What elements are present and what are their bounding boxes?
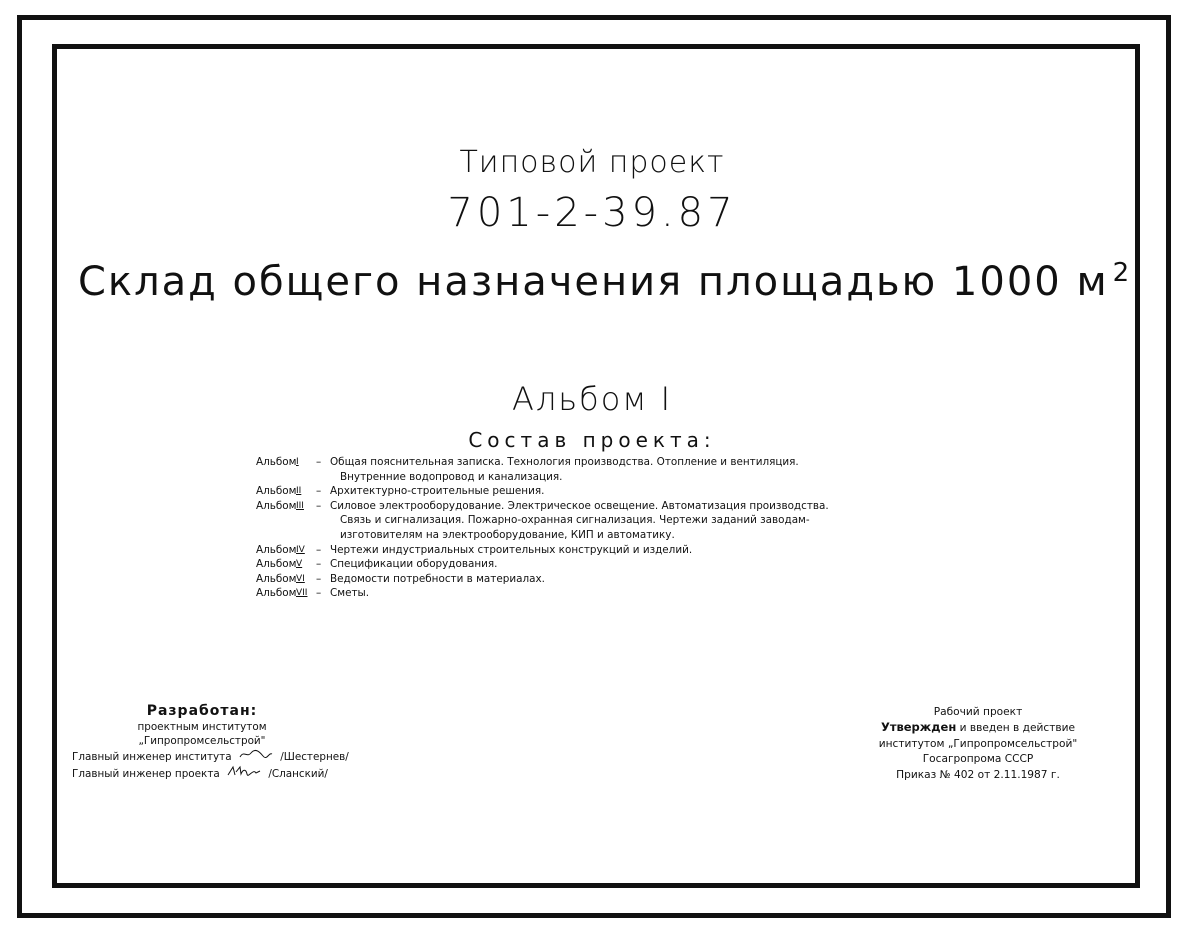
composition-item (256, 484, 876, 499)
developer-institute-line: проектным институтом (137, 721, 267, 733)
composition-album-number: IV (296, 544, 305, 555)
composition-dash: – (316, 485, 322, 498)
project-code: 701-2-39.87 (447, 190, 737, 236)
composition-album-word: Альбом (256, 587, 297, 600)
composition-dash: – (316, 456, 322, 468)
composition-dash: – (316, 558, 322, 571)
composition-text: Спецификации оборудования. (330, 558, 498, 571)
developer-heading: Разработан: (146, 703, 258, 719)
composition-list (256, 455, 876, 601)
approval-approved-word: Утвержден (880, 720, 957, 735)
composition-album-number: III (296, 500, 304, 511)
developer-institute-name: „Гипропромсельстрой" (138, 735, 266, 747)
composition-album-number: V (296, 559, 303, 570)
approval-line-2-rest: и введен в действие (959, 722, 1076, 735)
composition-album-word: Альбом (256, 485, 297, 498)
project-name-text: Склад общего назначения площадью 1000 м (78, 259, 1109, 305)
chief-engineer-project-label: Главный инженер проекта (72, 768, 220, 780)
composition-item (256, 543, 876, 558)
signature-1 (239, 748, 273, 765)
approval-line-4: Госагропрома СССР (922, 753, 1034, 766)
composition-text: Общая пояснительная записка. Технология производства. Отопление и вентиляция. (330, 456, 799, 468)
project-type-label: Типовой проект (459, 145, 725, 180)
composition-album-number: VII (296, 588, 308, 599)
composition-item (256, 455, 876, 470)
approval-line-5: Приказ № 402 от 2.11.1987 г. (896, 768, 1060, 781)
album-title: Альбом I (511, 380, 673, 418)
composition-dash: – (316, 499, 322, 512)
composition-text: Ведомости потребности в материалах. (330, 572, 545, 585)
composition-dash: – (316, 572, 322, 585)
composition-item (256, 586, 876, 601)
composition-text: Силовое электрооборудование. Электрическое освещение. Автоматизация производства. (330, 499, 829, 512)
signature-2 (227, 765, 261, 782)
chief-engineer-institute-label: Главный инженер института (72, 751, 232, 763)
composition-dash: – (316, 543, 322, 556)
chief-engineer-project-row (72, 765, 372, 782)
composition-album-number: II (296, 486, 302, 497)
approval-line-3: институтом „Гипропромсельстрой" (878, 737, 1078, 750)
composition-text-continued: Связь и сигнализация. Пожарно-охранная сигнализация. Чертежи заданий заводам- (340, 514, 810, 527)
project-name-superscript: 2 (1112, 258, 1132, 288)
developer-block (72, 704, 372, 782)
composition-text: Чертежи индустриальных строительных конструкций и изделий. (330, 543, 693, 556)
composition-dash: – (316, 587, 322, 600)
composition-text-continued: изготовителям на электрооборудование, КИП и автоматику. (340, 528, 675, 541)
composition-album-word: Альбом (256, 499, 297, 512)
composition-album-number: I (296, 457, 299, 467)
composition-title: Состав проекта: (468, 428, 716, 452)
chief-engineer-institute-name: /Шестернев/ (280, 751, 349, 763)
composition-album-word: Альбом (256, 572, 297, 585)
composition-item (256, 572, 876, 587)
composition-item (256, 499, 876, 514)
composition-text: Архитектурно-строительные решения. (330, 485, 545, 498)
composition-album-word: Альбом (256, 456, 297, 468)
chief-engineer-project-name: /Сланский/ (268, 768, 328, 780)
approval-line-1: Рабочий проект (933, 706, 1023, 718)
composition-text-continued: Внутренние водопровод и канализация. (340, 470, 563, 483)
chief-engineer-institute-row (72, 748, 372, 765)
approval-line-2 (858, 720, 1098, 736)
approval-block (858, 705, 1098, 783)
composition-album-number: VI (296, 573, 305, 584)
composition-item (256, 557, 876, 572)
composition-album-word: Альбом (256, 558, 297, 571)
project-name (78, 258, 1132, 305)
composition-album-word: Альбом (256, 543, 297, 556)
composition-text: Сметы. (330, 587, 370, 600)
